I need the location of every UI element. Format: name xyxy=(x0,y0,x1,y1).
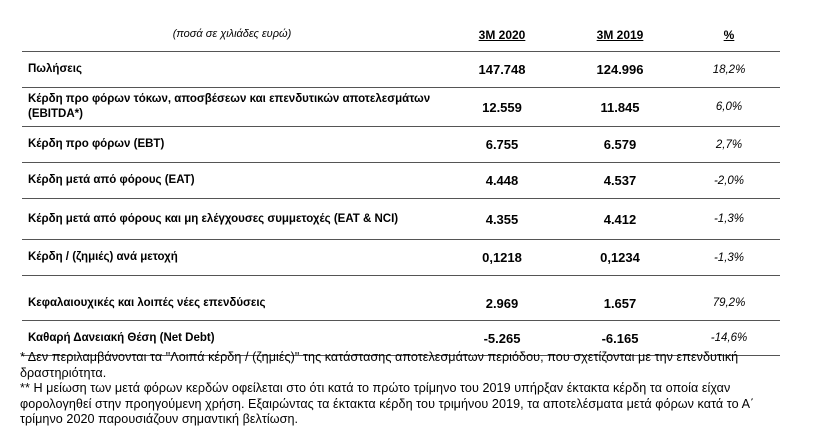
row-label: Κέρδη προ φόρων (EBT) xyxy=(28,138,165,150)
value-2020: 4.448 xyxy=(485,173,519,188)
table-row xyxy=(22,52,780,88)
table-row xyxy=(22,127,780,163)
percent-change: -2,0% xyxy=(713,174,745,187)
footnotes xyxy=(20,350,796,428)
percent-change: 79,2% xyxy=(712,297,746,309)
table-row xyxy=(22,286,780,321)
value-2020: 0,1218 xyxy=(482,250,522,265)
value-2020: -5.265 xyxy=(483,330,521,346)
column-header-3m-2020: 3M 2020 xyxy=(478,27,526,42)
row-label: Κεφαλαιουχικές και λοιπές νέες επενδύσεις xyxy=(28,296,266,309)
percent-change: -1,3% xyxy=(713,213,745,225)
table-row xyxy=(22,199,780,240)
footnote-eat: ** Η μείωση των μετά φόρων κερδών οφείλεται στο ότι κατά το πρώτο τρίμηνο του 2019 υπήρξαν έκτακτα κέρδη τα οποία είχαν φορολογηθεί στην προηγούμενη χρήση. Εξαιρώντας τα έκτακτα κέρδη του τριμήνου 2019, τα αποτελέσματα μετά φόρων κατά το Α΄ τρίμηνο 2020 παρουσιάζουν σημαντική βελτίωση. xyxy=(20,381,755,426)
percent-change: 6,0% xyxy=(715,101,743,113)
value-2019: 124.996 xyxy=(596,62,644,77)
row-label: Κέρδη / (ζημιές) ανά μετοχή xyxy=(28,251,178,263)
value-2019: 0,1234 xyxy=(600,250,640,265)
value-2019: 1.657 xyxy=(603,295,637,311)
value-2019: 4.537 xyxy=(603,173,637,188)
row-label: Καθαρή Δανειακή Θέση (Net Debt) xyxy=(28,331,215,344)
table-header-row xyxy=(22,18,780,52)
table-row xyxy=(22,88,780,127)
table-row xyxy=(22,240,780,276)
row-label: Κέρδη μετά από φόρους (EAT) xyxy=(28,174,195,186)
value-2019: 11.845 xyxy=(600,99,640,115)
value-2020: 4.355 xyxy=(485,211,519,227)
footnote-ebitda: * Δεν περιλαμβάνονται τα "Λοιπά κέρδη / (ζημιές)" της κατάστασης αποτελεσμάτων περιόδου, που σχετίζονται με την επενδυτική δραστηριότητα. xyxy=(20,350,739,380)
value-2020: 12.559 xyxy=(482,99,522,115)
value-2019: 6.579 xyxy=(603,137,637,152)
row-label: Κέρδη μετά από φόρους και μη ελέγχουσες συμμετοχές (EAT & NCI) xyxy=(28,212,399,225)
column-header-3m-2019: 3M 2019 xyxy=(596,27,644,42)
percent-change: -14,6% xyxy=(710,332,748,344)
value-2020: 147.748 xyxy=(478,62,526,77)
percent-change: -1,3% xyxy=(713,251,745,264)
percent-change: 18,2% xyxy=(712,63,746,76)
value-2020: 6.755 xyxy=(485,137,519,152)
row-label: Κέρδη προ φόρων τόκων, αποσβέσεων και επενδυτικών αποτελεσμάτων (EBITDA*) xyxy=(28,93,431,120)
financial-results-table xyxy=(22,18,780,356)
table-row xyxy=(22,163,780,199)
spacer-row xyxy=(22,276,780,286)
value-2019: -6.165 xyxy=(601,330,639,346)
row-label: Πωλήσεις xyxy=(28,63,82,75)
value-2020: 2.969 xyxy=(485,295,519,311)
percent-change: 2,7% xyxy=(715,138,743,151)
units-caption: (ποσά σε χιλιάδες ευρώ) xyxy=(172,28,292,40)
value-2019: 4.412 xyxy=(603,211,637,227)
column-header-percent: % xyxy=(723,27,735,42)
